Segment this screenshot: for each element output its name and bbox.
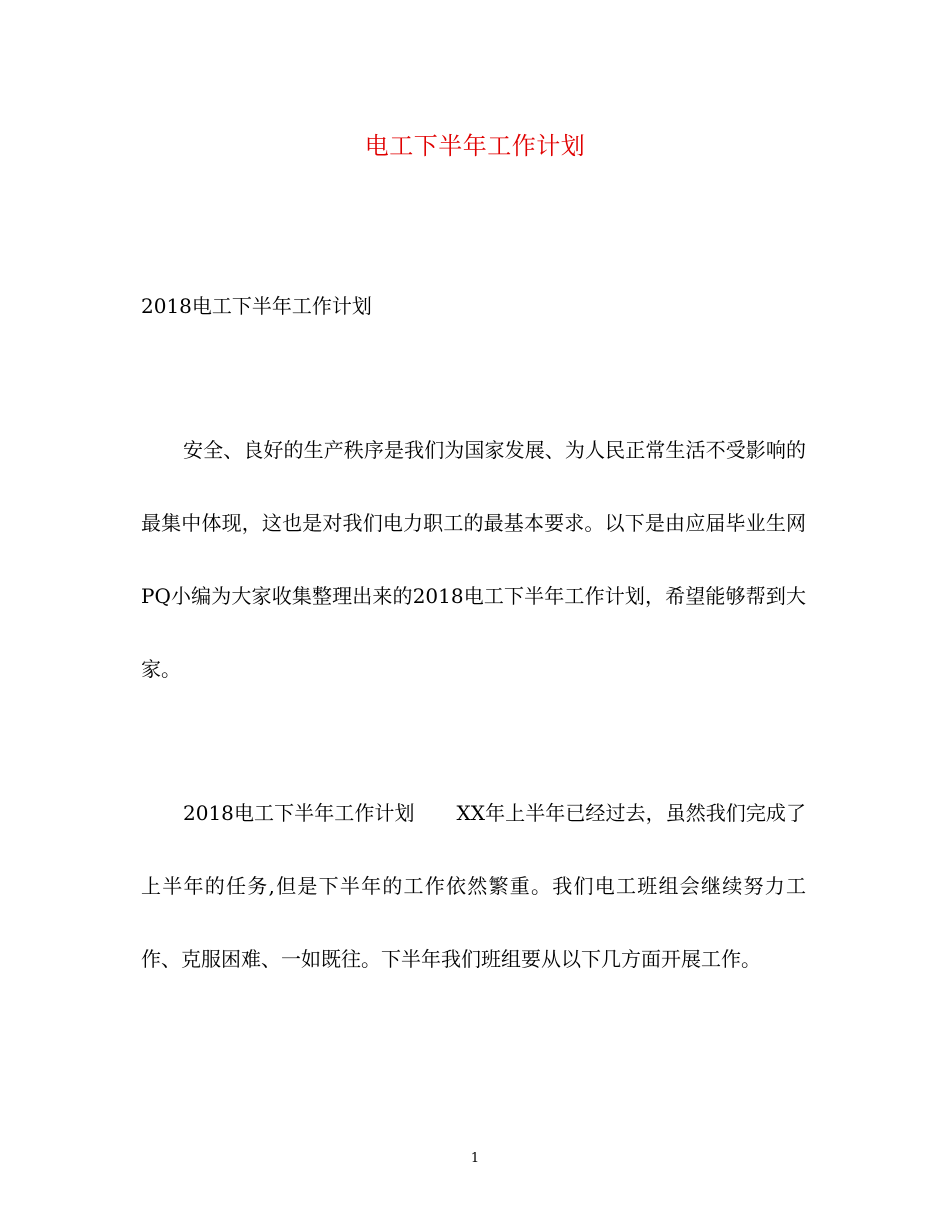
- plan-paragraph-heading: 2018电工下半年工作计划: [183, 801, 415, 825]
- plan-paragraph-body: XX年上半年已经过去，虽然我们完成了上半年的任务,但是下半年的工作依然繁重。我们电工班组会继续努力工作、克服困难、一如既往。下半年我们班组要从以下几方面开展工作。: [141, 801, 806, 971]
- document-title: 电工下半年工作计划: [364, 132, 586, 160]
- page-number: 1: [470, 1151, 480, 1166]
- plan-paragraph: [141, 777, 806, 996]
- document-subtitle: 2018电工下半年工作计划: [141, 294, 372, 318]
- intro-paragraph: 安全、良好的生产秩序是我们为国家发展、为人民正常生活不受影响的最集中体现，这也是对我们电力职工的最基本要求。以下是由应届毕业生网PQ小编为大家收集整理出来的2018电工下半年工作计划，希望能够帮到大家。: [141, 438, 806, 681]
